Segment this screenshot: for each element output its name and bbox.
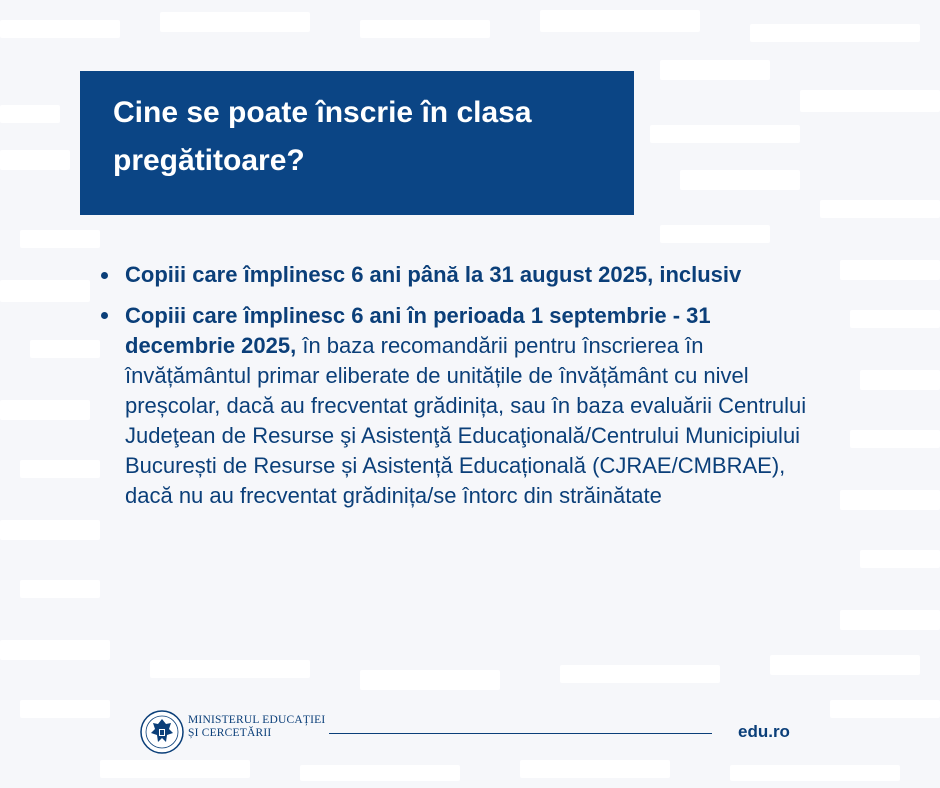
bullet-dot-icon <box>101 312 108 319</box>
ministry-name <box>188 714 325 740</box>
ministry-line-2: ȘI CERCETĂRII <box>188 727 272 739</box>
list-item-bold: Copiii care împlinesc 6 ani până la 31 august 2025, inclusiv <box>125 262 742 287</box>
page-title: Cine se poate înscrie în clasa pregătitoare? <box>113 96 532 177</box>
list-item <box>125 301 825 511</box>
website-link[interactable]: edu.ro <box>738 722 790 741</box>
title-banner <box>80 71 634 215</box>
eligibility-list <box>125 261 825 511</box>
romania-coat-of-arms-icon <box>140 710 184 754</box>
bullet-dot-icon <box>101 272 108 279</box>
list-item-text: în baza recomandării pentru înscrierea în învățământul primar eliberate de unitățile de învățământ cu nivel preșcolar, dacă au frecventat grădinița, sau în baza evaluării Centrului Judeţean de Resurse şi Asistenţă Educaţională/Centrului Municipiului București de Resurse și Asistență Educațională (CJRAE/CMBRAE), dacă nu au frecventat grădinița/se întorc din străinătate <box>125 333 807 508</box>
ministry-line-1: MINISTERUL EDUCAȚIEI <box>188 714 326 726</box>
footer-divider <box>329 733 712 734</box>
list-item-bold: Copiii care împlinesc 6 ani în perioada 1 septembrie - 31 decembrie 2025, <box>125 303 711 358</box>
list-item <box>125 261 825 288</box>
